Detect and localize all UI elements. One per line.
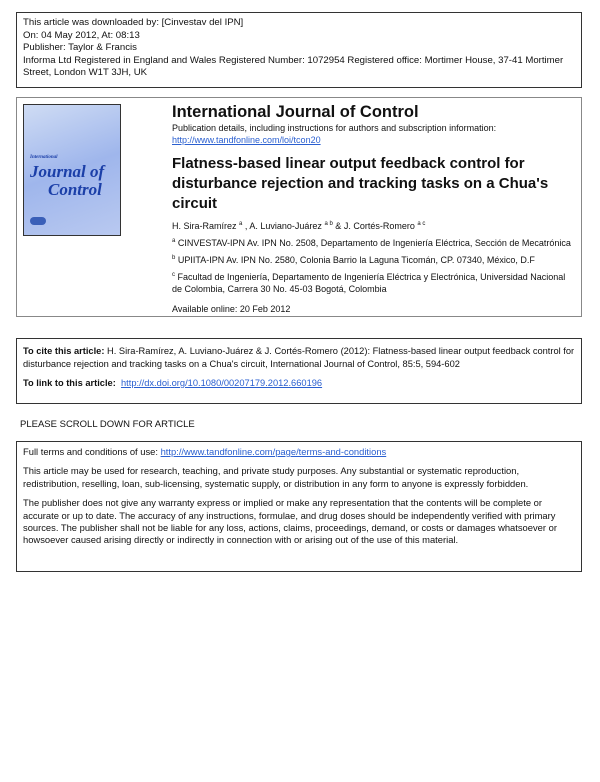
- disclaimer-paragraph: The publisher does not give any warranty express or implied or make any representation that the contents will be complete or accurate or up to date. The accuracy of any instructions, formulae, and drug doses should be independently verified with primary sources. The publisher shall not be liable for any loss, actions, claims, proceedings, demand, or costs or damages whatsoever or howsoever caused arising directly or indirectly in connection with or arising out of the use of this material.: [23, 497, 557, 546]
- link-label: To link to this article:: [23, 378, 116, 388]
- authors: [172, 218, 577, 232]
- aff-text: CINVESTAV-IPN Av. IPN No. 2508, Departamento de Ingeniería Eléctrica, Sección de Mecatrónica: [177, 238, 571, 248]
- cover-small-text: International: [30, 155, 58, 160]
- aff-text: Facultad de Ingeniería, Departamento de Ingeniería Eléctrica y Electrónica, Universidad Nacional de Colombia, Carrera 30 No. 45-03 Bogotá, Colombia: [172, 272, 566, 294]
- publication-details: Publication details, including instructions for authors and subscription information:: [172, 123, 497, 133]
- journal-link[interactable]: http://www.tandfonline.com/loi/tcon20: [172, 135, 321, 145]
- terms-box: [16, 441, 582, 572]
- download-line: This article was downloaded by: [Cinvestav del IPN]: [23, 17, 244, 28]
- citation-box: [16, 338, 582, 404]
- affiliation: [172, 252, 577, 266]
- aff-text: UPIITA-IPN Av. IPN No. 2580, Colonia Barrio la Laguna Ticomán, CP. 07340, México, D.F: [177, 255, 535, 265]
- affiliation: [172, 269, 577, 295]
- author-aff: a: [239, 221, 243, 227]
- terms-link[interactable]: http://www.tandfonline.com/page/terms-and-conditions: [160, 446, 387, 457]
- usage-paragraph: This article may be used for research, teaching, and private study purposes. Any substantial or systematic reproduction, redistribution, reselling, loan, sub-licensing, systematic supply, or distribution in any form to anyone is expressly forbidden.: [23, 465, 529, 489]
- author-sep: ,: [242, 221, 250, 231]
- available-online: Available online: 20 Feb 2012: [172, 304, 291, 314]
- article-info-box: [16, 97, 582, 317]
- author: H. Sira-Ramírez: [172, 221, 237, 231]
- author: A. Luviano-Juárez: [249, 221, 322, 231]
- journal-title: International Journal of Control: [172, 103, 419, 121]
- author: J. Cortés-Romero: [343, 221, 415, 231]
- scroll-notice: PLEASE SCROLL DOWN FOR ARTICLE: [20, 419, 195, 430]
- aff-mark: b: [172, 255, 176, 261]
- publisher-logo-icon: [30, 217, 46, 225]
- aff-mark: c: [172, 272, 175, 278]
- affiliation: [172, 235, 577, 249]
- cover-line2: Control: [48, 180, 102, 199]
- date-line: On: 04 May 2012, At: 08:13: [23, 29, 140, 41]
- journal-cover-image: [23, 104, 121, 236]
- doi-link[interactable]: http://dx.doi.org/10.1080/00207179.2012.660196: [120, 378, 323, 388]
- publisher-line: Publisher: Taylor & Francis: [23, 42, 137, 54]
- aff-mark: a: [172, 238, 176, 244]
- cover-line1: Journal of: [30, 162, 105, 181]
- author-sep: &: [332, 221, 344, 231]
- cover-title: [30, 163, 104, 199]
- cite-text: H. Sira-Ramírez, A. Luviano-Juárez & J. Cortés-Romero (2012): Flatness-based linear output feedback control for disturbance rejection and tracking tasks on a Chua's circuit, International Journal of Control, 85:5, 594-602: [23, 346, 575, 369]
- author-aff: a b: [324, 221, 333, 227]
- download-info-box: [16, 12, 582, 88]
- registered-line: Informa Ltd Registered in England and Wales Registered Number: 1072954 Registered office: Mortimer House, 37-41 Mortimer Street, London W1T 3JH, UK: [23, 54, 564, 79]
- article-title: Flatness-based linear output feedback control for disturbance rejection and tracking tasks on a Chua's circuit: [172, 155, 549, 212]
- author-aff: a c: [417, 221, 426, 227]
- cite-label: To cite this article:: [23, 346, 105, 356]
- terms-label: Full terms and conditions of use:: [23, 446, 161, 457]
